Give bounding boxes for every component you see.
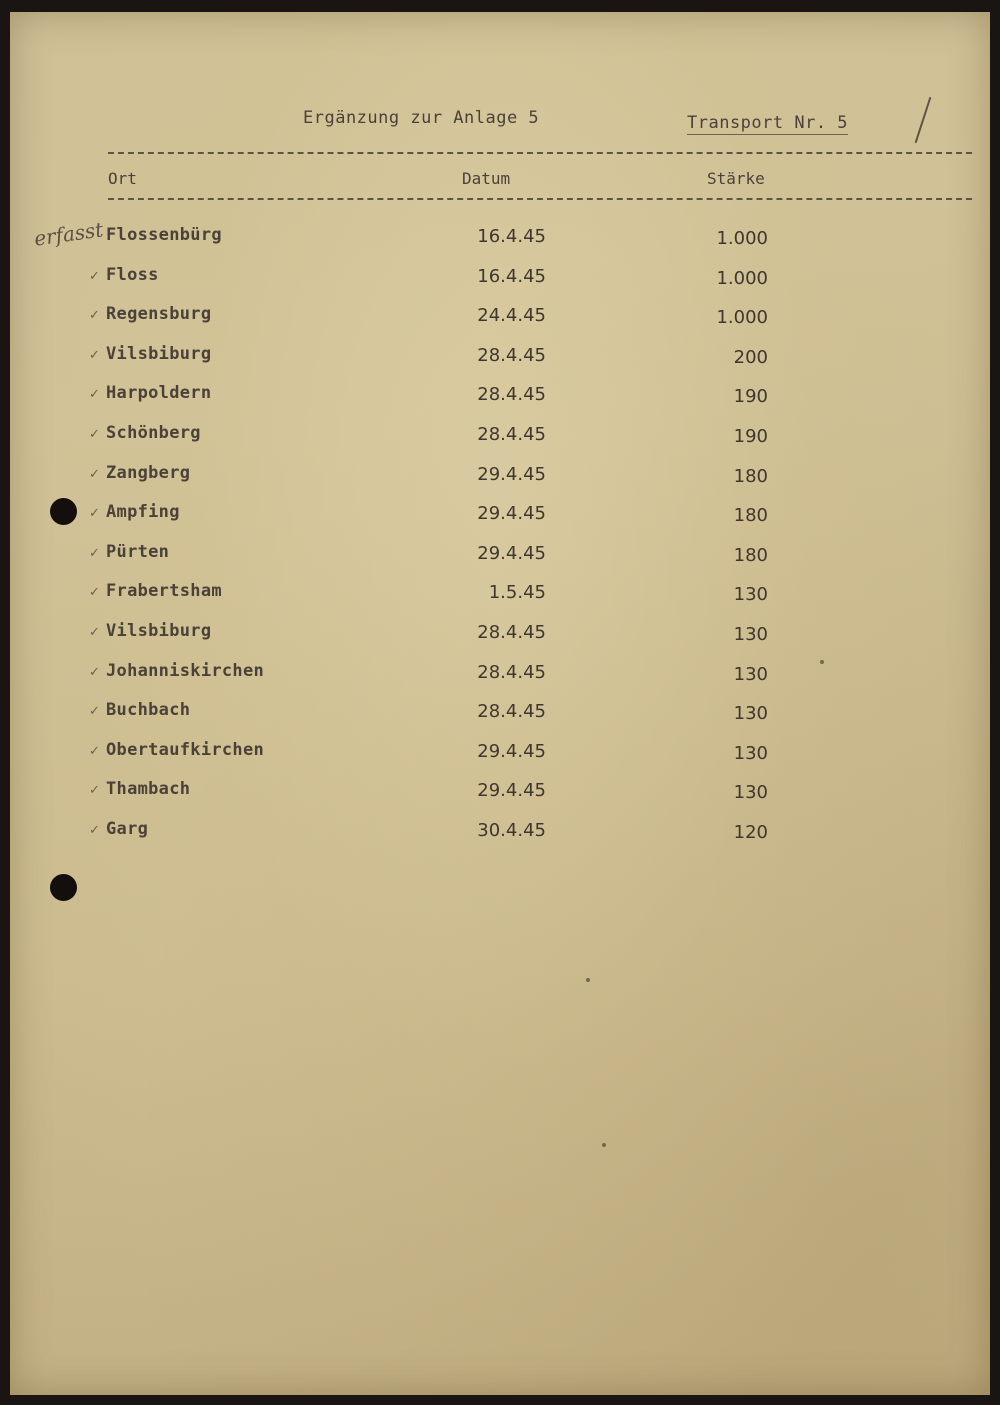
table-row [10,692,990,732]
cell-ort: Regensburg [106,304,212,325]
check-mark-icon: ✓ [89,347,100,363]
cell-staerke: 1.000 [716,228,768,249]
cell-datum: 28.4.45 [477,423,546,445]
cell-ort: Johanniskirchen [106,660,265,681]
cell-staerke: 130 [733,663,768,685]
transport-table [10,217,990,851]
paper-sheet [10,12,990,1395]
cell-datum: 28.4.45 [477,384,546,406]
cell-ort: Zangberg [106,462,191,483]
table-row [10,257,990,297]
check-mark-icon: ✓ [89,704,100,720]
cell-datum: 30.4.45 [477,819,546,841]
check-mark-icon: ✓ [89,426,100,442]
check-mark-icon: ✓ [89,822,100,838]
cell-ort: Pürten [106,541,170,562]
cell-ort: Flossenbürg [106,225,222,245]
cell-ort: Harpoldern [106,383,212,404]
cell-datum: 1.5.45 [488,582,546,604]
document-title: Ergänzung zur Anlage 5 [303,108,540,128]
table-row [10,217,990,257]
cell-datum: 28.4.45 [477,661,546,683]
cell-staerke: 130 [733,584,768,606]
check-mark-icon: ✓ [89,585,100,601]
cell-staerke: 200 [733,346,768,368]
cell-datum: 29.4.45 [477,463,546,485]
header-ort: Ort [108,169,137,188]
cell-staerke: 130 [733,623,768,645]
cell-staerke: 180 [733,465,768,487]
cell-ort: Schönberg [106,422,201,443]
paper-speck [586,978,590,982]
cell-datum: 29.4.45 [477,740,546,762]
transport-number: Transport Nr. 5 [687,113,849,133]
table-row [10,415,990,455]
cell-staerke: 180 [733,544,768,566]
cell-datum: 16.4.45 [477,226,546,247]
cell-ort: Obertaufkirchen [106,739,265,760]
cell-staerke: 190 [733,386,768,408]
table-row [10,336,990,376]
cell-ort: Thambach [106,779,191,800]
cell-datum: 29.4.45 [477,542,546,564]
check-mark-icon: ✓ [89,743,100,759]
cell-datum: 24.4.45 [477,305,546,327]
cell-datum: 29.4.45 [477,503,546,525]
cell-ort: Ampfing [106,502,180,523]
cell-staerke: 1.000 [716,267,768,289]
paper-speck [602,1143,606,1147]
handwritten-note: erfasst [32,217,105,251]
cell-staerke: 180 [733,505,768,527]
cell-staerke: 120 [733,821,768,843]
check-mark-icon: ✓ [89,783,100,799]
check-mark-icon: ✓ [89,387,100,403]
cell-staerke: 130 [733,782,768,804]
check-mark-icon: ✓ [89,268,100,284]
check-mark-icon: ✓ [89,624,100,640]
cell-staerke: 1.000 [716,307,768,329]
check-mark-icon: ✓ [89,506,100,522]
table-row [10,613,990,653]
cell-ort: Floss [106,264,159,285]
punch-hole [50,498,77,525]
cell-ort: Vilsbiburg [106,343,212,364]
cell-staerke: 190 [733,425,768,447]
header-datum: Datum [462,169,511,188]
cell-staerke: 130 [733,742,768,764]
check-mark-icon: ✓ [89,664,100,680]
check-mark-icon: ✓ [89,308,100,324]
cell-datum: 28.4.45 [477,701,546,723]
cell-ort: Frabertsham [106,581,222,602]
table-row [10,455,990,495]
table-row [10,375,990,415]
table-row [10,732,990,772]
cell-ort: Buchbach [106,700,191,721]
cell-datum: 28.4.45 [477,621,546,643]
table-row [10,534,990,574]
cell-datum: 16.4.45 [477,265,546,287]
header-staerke: Stärke [707,169,765,188]
table-row [10,573,990,613]
punch-hole [50,874,77,901]
cell-datum: 29.4.45 [477,780,546,802]
table-row [10,653,990,693]
dashed-rule-header [108,198,972,200]
table-row [10,771,990,811]
table-row [10,296,990,336]
table-row [10,811,990,851]
table-row [10,494,990,534]
pen-slash-mark [915,97,932,143]
check-mark-icon: ✓ [89,545,100,561]
cell-ort: Vilsbiburg [106,620,212,641]
cell-staerke: 130 [733,703,768,725]
dashed-rule-top [108,152,972,154]
paper-speck [820,660,824,664]
cell-ort: Garg [106,818,149,839]
check-mark-icon: ✓ [89,466,100,482]
cell-datum: 28.4.45 [477,344,546,366]
